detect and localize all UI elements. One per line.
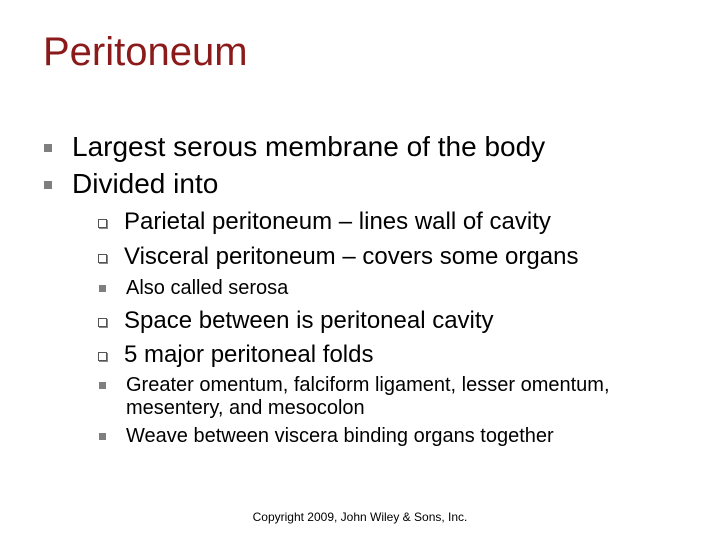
sub-sub-bullet-text: Weave between viscera binding organs together: [126, 425, 554, 447]
sub-bullet-text: 5 major peritoneal folds: [124, 341, 374, 368]
bullet-text: Divided into: [72, 168, 219, 199]
bullet-hollow-square-icon: [98, 318, 107, 327]
sub-bullet-text: Visceral peritoneum – covers some organs: [124, 243, 579, 270]
bullet-text: Largest serous membrane of the body: [72, 131, 546, 162]
sub-sub-bullet-text: mesentery, and mesocolon: [126, 397, 365, 419]
bullet-square-small-icon: [99, 285, 106, 292]
sub-bullet-text: Parietal peritoneum – lines wall of cavity: [124, 208, 551, 235]
bullet-square-icon: [44, 181, 52, 189]
bullet-hollow-square-icon: [98, 352, 107, 361]
sub-sub-bullet-text: Also called serosa: [126, 277, 289, 299]
bullet-square-small-icon: [99, 382, 106, 389]
copyright-footer: Copyright 2009, John Wiley & Sons, Inc.: [252, 510, 468, 524]
bullet-square-small-icon: [99, 433, 106, 440]
sub-bullet-text: Space between is peritoneal cavity: [124, 307, 494, 334]
bullet-hollow-square-icon: [98, 219, 107, 228]
slide-title: Peritoneum: [43, 30, 248, 74]
bullet-hollow-square-icon: [98, 254, 107, 263]
bullet-square-icon: [44, 144, 52, 152]
sub-sub-bullet-text: Greater omentum, falciform ligament, lesser omentum,: [126, 374, 610, 396]
